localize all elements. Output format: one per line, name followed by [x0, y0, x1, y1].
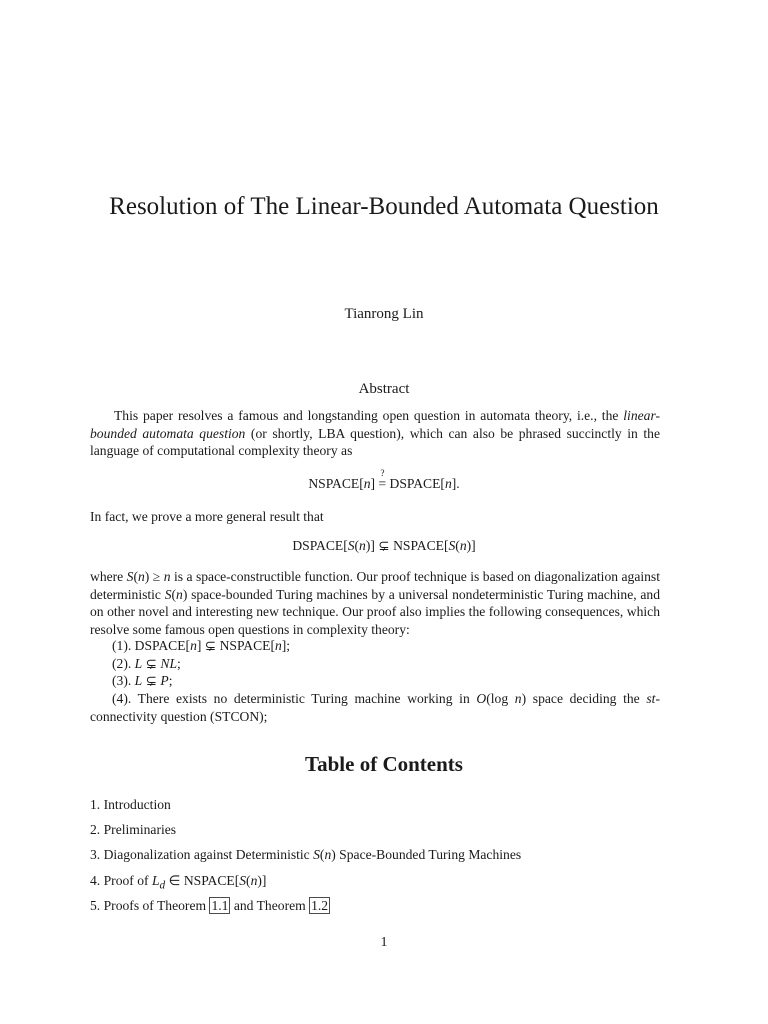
equation-main-result [0, 538, 768, 554]
abstract-heading: Abstract [358, 381, 410, 397]
eq1-question-equals [378, 468, 387, 492]
toc-num: 3. [90, 847, 101, 862]
toc-text: Preliminaries [103, 822, 177, 837]
toc-num: 1. [90, 797, 101, 812]
toc-text: Introduction [103, 797, 171, 812]
cons4-log: (log [486, 691, 515, 706]
eq1-n2: n [444, 476, 452, 491]
toc-paren: ( [319, 847, 325, 862]
abstract-p1-end: (or shortly, LBA question), which can also be phrased succinctly in the language of computational complexity theory as [90, 425, 660, 458]
eq2-end: )] [466, 538, 476, 553]
para3-start: where [90, 569, 127, 584]
toc-paren: ( [246, 873, 251, 888]
cons3-P: P [160, 673, 169, 688]
eq1-right: DSPACE[ [386, 476, 445, 491]
para3-s2: S [164, 586, 172, 602]
eq1-eq: = [378, 476, 387, 491]
toc-item-preliminaries[interactable] [90, 822, 176, 838]
author-name: Tianrong Lin [344, 306, 424, 322]
eq1-n1: n [363, 476, 371, 491]
cons3-pre: (3). [112, 673, 135, 688]
cons3-sub: ⊊ [142, 673, 161, 688]
consequence-3 [112, 673, 173, 689]
cons1-end: ]; [281, 638, 291, 653]
eq2-s2: S [448, 538, 456, 553]
toc-num: 2. [90, 822, 101, 837]
toc-n: n [324, 847, 332, 862]
consequence-4 [90, 690, 660, 725]
abstract-p1-start: This paper resolves a famous and longstanding open question in automata theory, i.e., the [114, 408, 624, 423]
consequence-1 [112, 638, 290, 654]
cons4-st: st [646, 691, 656, 706]
toc-item-diagonalization[interactable] [90, 847, 521, 863]
para3-s: S [126, 569, 134, 584]
cons3-end: ; [168, 673, 173, 688]
toc-num: 4. [90, 873, 101, 888]
paper-title: Resolution of The Linear-Bounded Automata Question [109, 193, 659, 220]
eq2-n1: n [359, 538, 366, 553]
cons4-start: (4). There exists no deterministic Turing machine working in [112, 691, 477, 706]
para3-mid: is a space-constructible function. Our proof technique is based on diagonalization against deterministic [90, 569, 661, 602]
theorem-1-2-link[interactable]: 1.2 [311, 898, 329, 913]
consequence-2 [112, 656, 181, 672]
eq2-n2: n [459, 538, 467, 553]
cons4-end: -connectivity question (STCON); [90, 691, 660, 724]
equation-lba-question [0, 468, 768, 492]
cons2-NL: NL [160, 656, 178, 671]
eq2-mid1: ( [354, 538, 360, 553]
eq2-s1: S [347, 538, 355, 553]
toc-item-proof-ld[interactable] [90, 873, 266, 892]
cons1-mid: ] ⊊ NSPACE[ [196, 638, 275, 653]
abstract-paragraph-2: In fact, we prove a more general result that [90, 509, 324, 524]
toc-text-pre: Proof of [103, 873, 152, 888]
eq1-q: ? [380, 468, 385, 478]
eq1-end: ]. [451, 476, 460, 491]
para3-n2: n [163, 569, 171, 584]
cons3-L: L [134, 673, 143, 688]
para3-paren1: ( [133, 569, 138, 584]
cons1-n2: n [274, 638, 282, 653]
eq2-mid3: ( [455, 538, 460, 553]
para3-n3: n [176, 586, 183, 602]
cons2-L: L [134, 656, 143, 671]
toc-num: 5. [90, 898, 101, 913]
toc-text-pre: Diagonalization against Deterministic [103, 847, 314, 862]
page-number: 1 [380, 935, 388, 950]
toc-item-proofs-theorems[interactable] [90, 898, 330, 914]
cons2-end: ; [177, 656, 181, 671]
eq2-mid2: )] ⊊ NSPACE[ [365, 538, 449, 553]
cons4-n: n [514, 691, 522, 706]
toc-heading: Table of Contents [305, 752, 463, 776]
toc-text-post: )] [257, 873, 267, 888]
toc-text-pre: Proofs of Theorem [103, 898, 210, 913]
toc-text-post: ) Space-Bounded Turing Machines [331, 847, 522, 862]
cons1-start: (1). DSPACE[ [112, 638, 191, 653]
toc-text-mid: ∈ NSPACE[ [165, 873, 240, 888]
toc-s: S [239, 873, 247, 888]
theorem-1-1-link[interactable]: 1.1 [211, 898, 229, 913]
para3-geq: ) ≥ [144, 569, 164, 584]
toc-item-introduction[interactable] [90, 797, 171, 813]
abstract-paragraph-3 [90, 568, 660, 638]
eq1-left: NSPACE[ [308, 476, 364, 491]
para3-end: ) space-bounded Turing machines by a universal nondeterministic Turing machine, and on other novel and interesting new technique. Our proof also implies the following consequences, which resolve some famous open questions in complexity theory: [90, 586, 660, 637]
toc-d: d [159, 879, 166, 892]
cons4-O: O [476, 691, 487, 706]
cons2-sub: ⊊ [142, 656, 161, 671]
eq2-left: DSPACE[ [292, 538, 348, 553]
abstract-paragraph-1 [90, 407, 660, 460]
toc-L: L [151, 873, 160, 888]
toc-s: S [313, 847, 320, 862]
eq1-mid: ] [370, 476, 379, 491]
cons4-mid: ) space deciding the [521, 691, 647, 706]
toc-n: n [250, 873, 258, 888]
abstract-p1-italic: linear-bounded automata question [90, 408, 660, 441]
para3-paren2: ( [171, 586, 177, 602]
cons2-pre: (2). [112, 656, 135, 671]
cons1-n1: n [190, 638, 197, 653]
toc-text-mid: and Theorem [230, 898, 310, 913]
para3-n: n [138, 569, 145, 584]
